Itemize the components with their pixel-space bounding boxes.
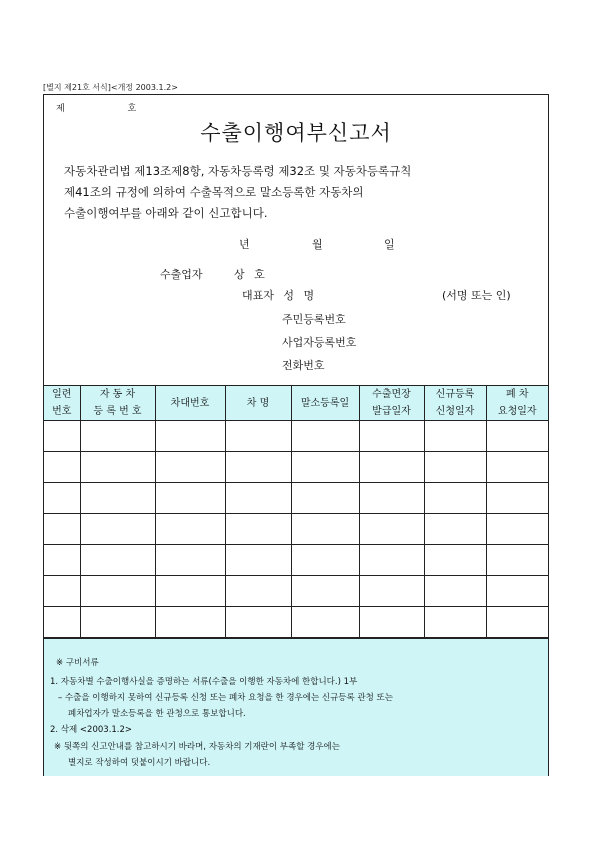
table-row	[44, 421, 548, 452]
table-cell[interactable]	[486, 576, 548, 607]
notes-item-1: 1. 자동차별 수출이행사실을 증명하는 서류(수출을 이행한 자동차에 한합니다.) 1부	[50, 677, 358, 687]
table-cell[interactable]	[359, 545, 424, 576]
table-cell[interactable]	[291, 545, 359, 576]
table-cell[interactable]	[155, 576, 225, 607]
header-reg-no: 자 동 차 등 록 번 호	[80, 386, 155, 421]
body-line: 제41조의 규정에 의하여 수출목적으로 말소등록한 자동차의	[64, 185, 364, 199]
exporter-label: 수출업자	[160, 268, 203, 281]
table-row	[44, 576, 548, 607]
table-cell[interactable]	[225, 576, 291, 607]
table-header-row	[44, 386, 548, 421]
table-cell[interactable]	[359, 452, 424, 483]
table-cell[interactable]	[486, 545, 548, 576]
table-cell[interactable]	[486, 421, 548, 452]
table-cell[interactable]	[80, 607, 155, 638]
vehicle-table	[44, 385, 548, 638]
notes-section	[44, 638, 548, 776]
table-cell[interactable]	[291, 514, 359, 545]
table-cell[interactable]	[44, 514, 80, 545]
table-cell[interactable]	[291, 607, 359, 638]
resident-id-label: 주민등록번호	[282, 313, 346, 326]
table-cell[interactable]	[291, 483, 359, 514]
notes-item-1-sub: 폐차업자가 말소등록을 한 관청으로 통보합니다.	[68, 709, 246, 719]
date-month-label: 월	[312, 238, 323, 251]
table-cell[interactable]	[225, 545, 291, 576]
notes-remark: ※ 뒷쪽의 신고안내를 참고하시기 바라며, 자동차의 기재란이 부족할 경우에는	[54, 742, 340, 752]
form-title: 수출이행여부신고서	[200, 121, 392, 145]
table-cell[interactable]	[155, 421, 225, 452]
table-cell[interactable]	[486, 514, 548, 545]
header-deregistration-date: 말소등록일	[291, 386, 359, 421]
report-form	[43, 94, 549, 776]
table-cell[interactable]	[424, 452, 486, 483]
table-cell[interactable]	[424, 514, 486, 545]
notes-remark: 별지로 작성하여 덧붙이시기 바랍니다.	[68, 758, 211, 768]
phone-label: 전화번호	[282, 359, 325, 372]
table-cell[interactable]	[80, 514, 155, 545]
table-cell[interactable]	[486, 452, 548, 483]
table-cell[interactable]	[359, 514, 424, 545]
table-cell[interactable]	[424, 545, 486, 576]
table-cell[interactable]	[155, 545, 225, 576]
body-line: 자동차관리법 제13조제8항, 자동차등록령 제32조 및 자동차등록규칙	[64, 164, 412, 178]
table-cell[interactable]	[225, 452, 291, 483]
table-cell[interactable]	[155, 483, 225, 514]
table-row	[44, 514, 548, 545]
date-day-label: 일	[384, 238, 395, 251]
table-cell[interactable]	[486, 483, 548, 514]
table-cell[interactable]	[155, 514, 225, 545]
header-serial-no: 일련 번호	[44, 386, 80, 421]
table-cell[interactable]	[291, 452, 359, 483]
table-cell[interactable]	[225, 607, 291, 638]
table-row	[44, 545, 548, 576]
table-cell[interactable]	[225, 421, 291, 452]
table-cell[interactable]	[359, 576, 424, 607]
body-text	[64, 161, 411, 224]
table-cell[interactable]	[44, 452, 80, 483]
form-number: [별지 제21호 서식]<개정 2003.1.2>	[43, 83, 178, 92]
table-cell[interactable]	[359, 483, 424, 514]
table-cell[interactable]	[225, 514, 291, 545]
header-new-registration-date: 신규등록 신청일자	[424, 386, 486, 421]
table-row	[44, 452, 548, 483]
table-row	[44, 483, 548, 514]
table-row	[44, 607, 548, 638]
header-chassis-no: 차대번호	[155, 386, 225, 421]
table-cell[interactable]	[44, 607, 80, 638]
header-export-license-date: 수출면장 발급일자	[359, 386, 424, 421]
signature-note: (서명 또는 인)	[442, 289, 511, 302]
registration-number-label: 제 호	[56, 104, 167, 114]
table-cell[interactable]	[424, 421, 486, 452]
table-cell[interactable]	[44, 545, 80, 576]
table-cell[interactable]	[291, 421, 359, 452]
business-id-label: 사업자등록번호	[282, 336, 357, 349]
representative-name-label: 대표자 성 명	[242, 289, 315, 302]
table-cell[interactable]	[44, 576, 80, 607]
table-cell[interactable]	[80, 545, 155, 576]
table-cell[interactable]	[424, 576, 486, 607]
table-cell[interactable]	[359, 607, 424, 638]
table-cell[interactable]	[155, 607, 225, 638]
header-scrap-request-date: 폐 차 요청일자	[486, 386, 548, 421]
table-cell[interactable]	[80, 452, 155, 483]
table-cell[interactable]	[486, 607, 548, 638]
table-cell[interactable]	[424, 607, 486, 638]
table-cell[interactable]	[80, 483, 155, 514]
table-cell[interactable]	[80, 421, 155, 452]
header-vehicle-name: 차 명	[225, 386, 291, 421]
table-cell[interactable]	[155, 452, 225, 483]
trade-name-label: 상 호	[234, 268, 265, 281]
table-cell[interactable]	[44, 483, 80, 514]
notes-item-2: 2. 삭제 <2003.1.2>	[50, 725, 133, 735]
table-cell[interactable]	[225, 483, 291, 514]
table-cell[interactable]	[44, 421, 80, 452]
table-cell[interactable]	[80, 576, 155, 607]
notes-item-1-sub: – 수출을 이행하지 못하여 신규등록 신청 또는 폐차 요청을 한 경우에는 신규등록 관청 또는	[58, 693, 393, 703]
table-cell[interactable]	[424, 483, 486, 514]
table-cell[interactable]	[291, 576, 359, 607]
date-year-label: 년	[239, 238, 250, 251]
body-line: 수출이행여부를 아래와 같이 신고합니다.	[64, 206, 268, 220]
notes-heading: ※ 구비서류	[56, 658, 99, 668]
table-cell[interactable]	[359, 421, 424, 452]
